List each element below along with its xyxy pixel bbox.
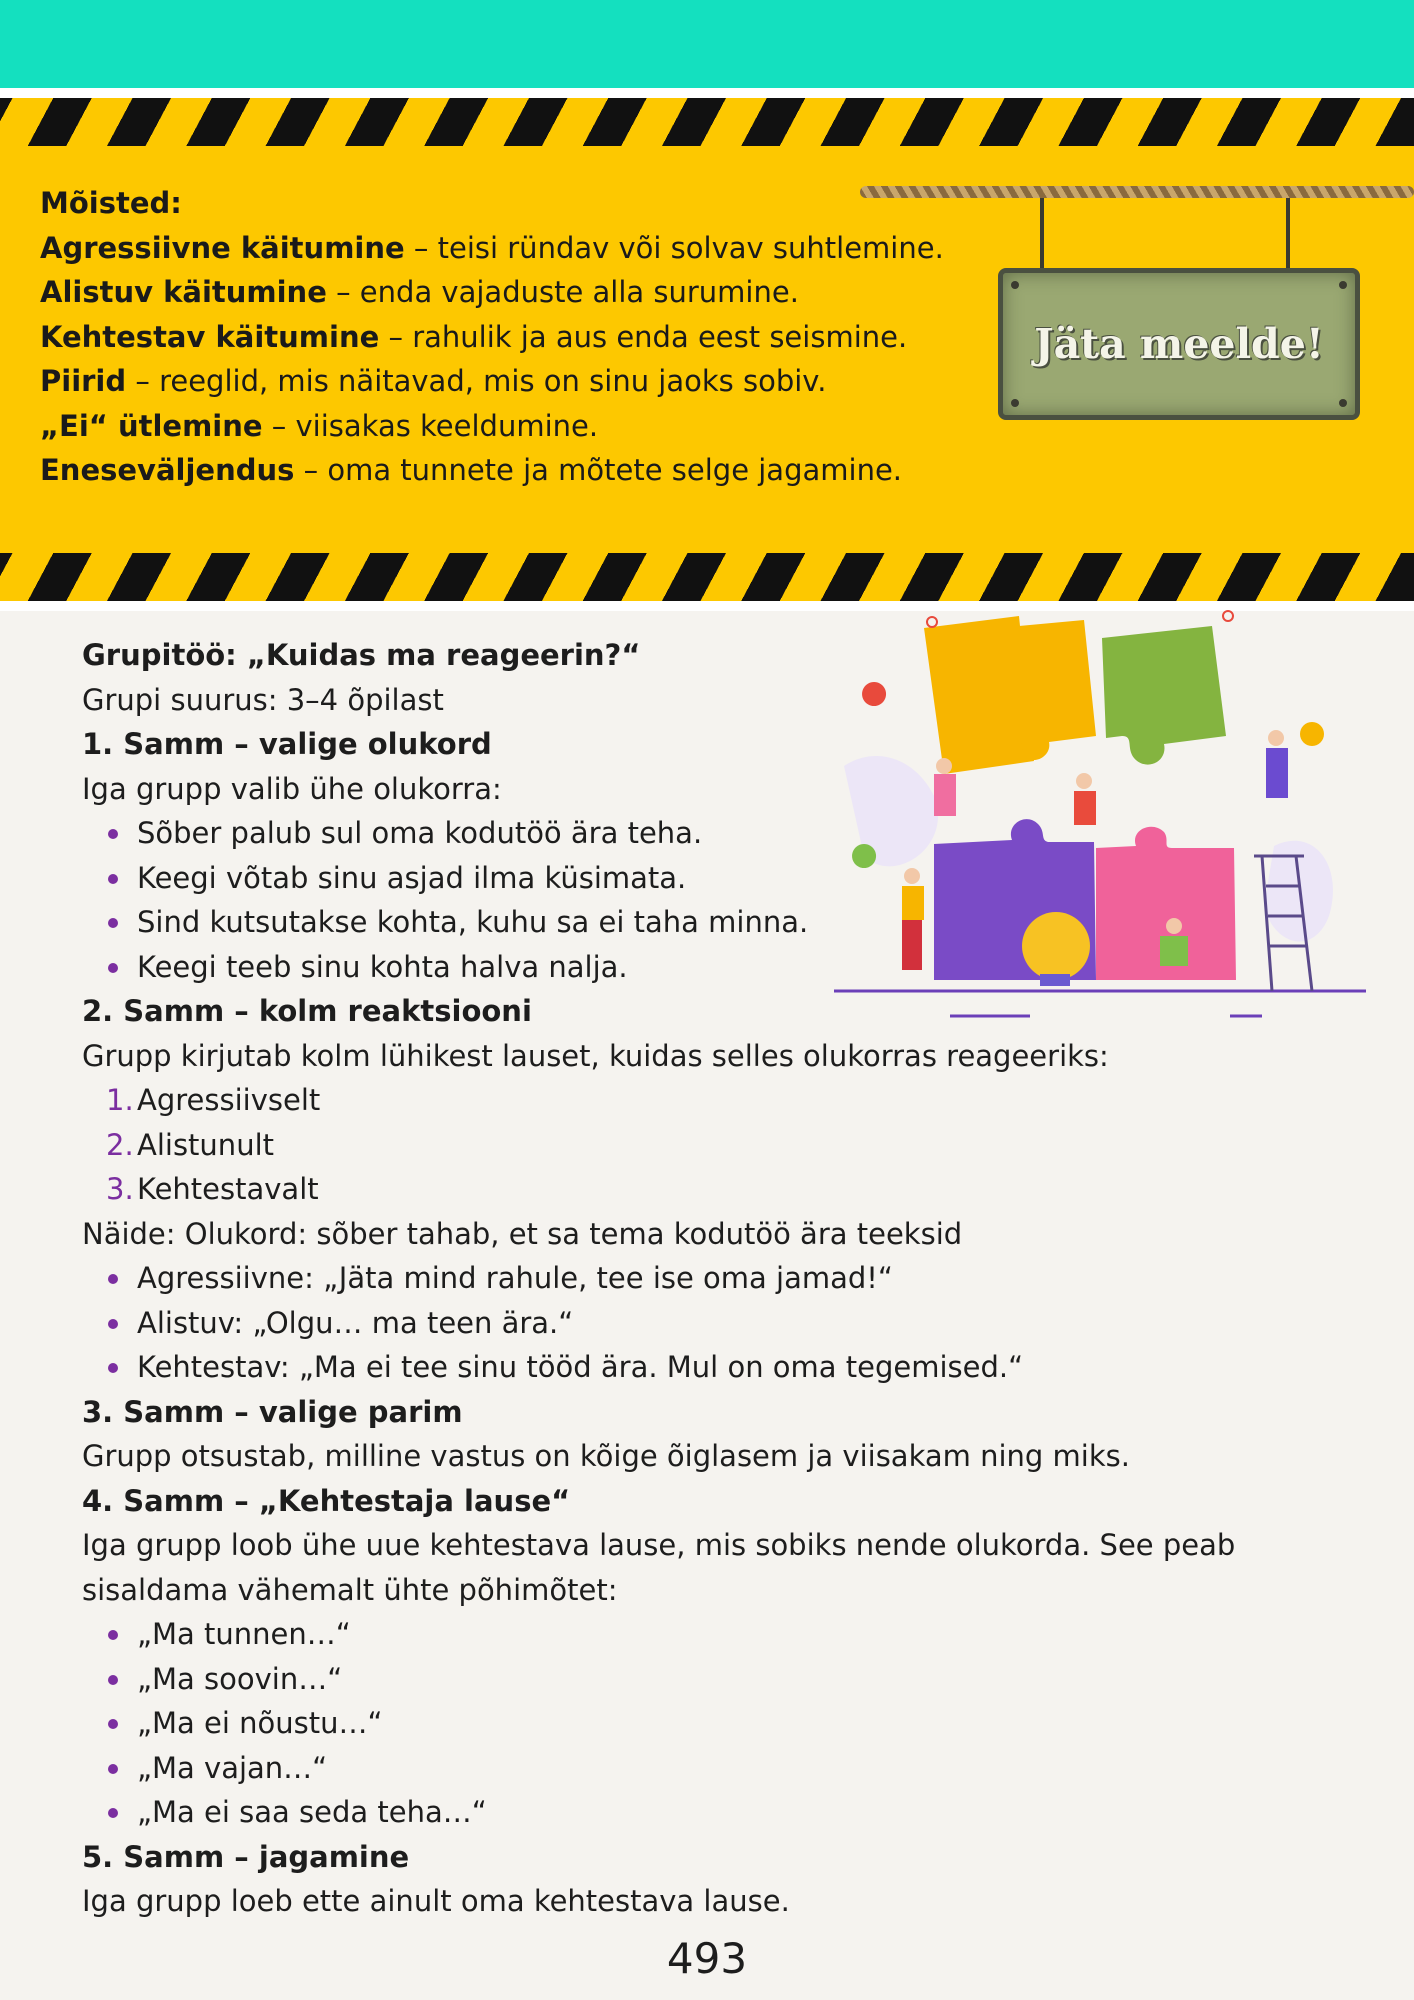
hanging-wire xyxy=(1040,198,1044,268)
list-item: Keegi võtab sinu asjad ilma küsimata. xyxy=(82,856,1322,901)
concept-item: „Ei“ ütlemine – viisakas keeldumine. xyxy=(40,408,599,443)
list-item: Alistuv: „Olgu… ma teen ära.“ xyxy=(82,1301,1322,1346)
list-item: Sõber palub sul oma kodutöö ära teha. xyxy=(82,811,1322,856)
step-heading: 3. Samm – valige parim xyxy=(82,1394,463,1429)
sign-text: Jäta meelde! xyxy=(1034,320,1324,368)
list-item: Kehtestav: „Ma ei tee sinu tööd ära. Mul on oma tegemised.“ xyxy=(82,1345,1322,1390)
step-heading: 4. Samm – „Kehtestaja lause“ xyxy=(82,1483,571,1518)
activity-section xyxy=(82,633,1322,1924)
screw-icon xyxy=(1011,281,1019,289)
screw-icon xyxy=(1339,281,1347,289)
list-item: 1. Agressiivselt xyxy=(106,1083,321,1117)
screw-icon xyxy=(1339,399,1347,407)
hanging-wire xyxy=(1286,198,1290,268)
divider-line xyxy=(0,88,1414,98)
phrase-list xyxy=(82,1612,1322,1835)
concept-item: Alistuv käitumine – enda vajaduste alla surumine. xyxy=(40,275,799,309)
list-item: Sind kutsutakse kohta, kuhu sa ei taha minna. xyxy=(82,900,1322,945)
step-text: Iga grupp valib ühe olukorra: xyxy=(82,771,502,806)
activity-title: Grupitöö: „Kuidas ma reageerin?“ xyxy=(82,638,641,672)
concept-item: Agressiivne käitumine – teisi ründav või solvav suhtlemine. xyxy=(40,230,944,265)
step-heading: 5. Samm – jagamine xyxy=(82,1839,410,1874)
list-item: „Ma soovin…“ xyxy=(82,1657,1322,1702)
concept-item: Kehtestav käitumine – rahulik ja aus enda eest seismine. xyxy=(40,319,908,354)
list-item: „Ma ei saa seda teha…“ xyxy=(82,1790,1322,1835)
step-text: Grupp kirjutab kolm lühikest lauset, kuidas selles olukorras reageeriks: xyxy=(82,1038,1109,1073)
reaction-list xyxy=(82,1078,1322,1212)
list-item: „Ma vajan…“ xyxy=(82,1746,1322,1791)
screw-icon xyxy=(1011,399,1019,407)
rope-decoration xyxy=(860,186,1414,198)
page-number: 493 xyxy=(666,1934,748,1983)
list-item: „Ma ei nõustu…“ xyxy=(82,1701,1322,1746)
concepts-list xyxy=(40,181,980,493)
example-list xyxy=(82,1256,1322,1390)
group-size: Grupi suurus: 3–4 õpilast xyxy=(82,682,444,717)
concept-item: Piirid – reeglid, mis näitavad, mis on sinu jaoks sobiv. xyxy=(40,364,827,398)
step-heading: 2. Samm – kolm reaktsiooni xyxy=(82,994,532,1028)
step-text: Iga grupp loob ühe uue kehtestava lause, mis sobiks nende olukorda. See peab sisaldama vähemalt ühte põhimõtet: xyxy=(82,1528,1236,1607)
concepts-title: Mõisted: xyxy=(40,186,182,220)
list-item: Keegi teeb sinu kohta halva nalja. xyxy=(82,945,1322,990)
top-teal-band xyxy=(0,0,1414,88)
list-item: 3. Kehtestavalt xyxy=(106,1172,319,1206)
situation-list xyxy=(82,811,1322,989)
hazard-stripe-top xyxy=(0,98,1414,146)
concept-item: Eneseväljendus – oma tunnete ja mõtete selge jagamine. xyxy=(40,453,903,487)
list-item: 2. Alistunult xyxy=(106,1127,274,1162)
list-item: „Ma tunnen…“ xyxy=(82,1612,1322,1657)
step-text: Grupp otsustab, milline vastus on kõige õiglasem ja viisakam ning miks. xyxy=(82,1439,1130,1473)
remember-sign xyxy=(998,268,1360,420)
example-text: Näide: Olukord: sõber tahab, et sa tema kodutöö ära teeksid xyxy=(82,1216,963,1251)
step-text: Iga grupp loeb ette ainult oma kehtestava lause. xyxy=(82,1884,790,1918)
step-heading: 1. Samm – valige olukord xyxy=(82,727,492,761)
list-item: Agressiivne: „Jäta mind rahule, tee ise oma jamad!“ xyxy=(82,1256,1322,1301)
